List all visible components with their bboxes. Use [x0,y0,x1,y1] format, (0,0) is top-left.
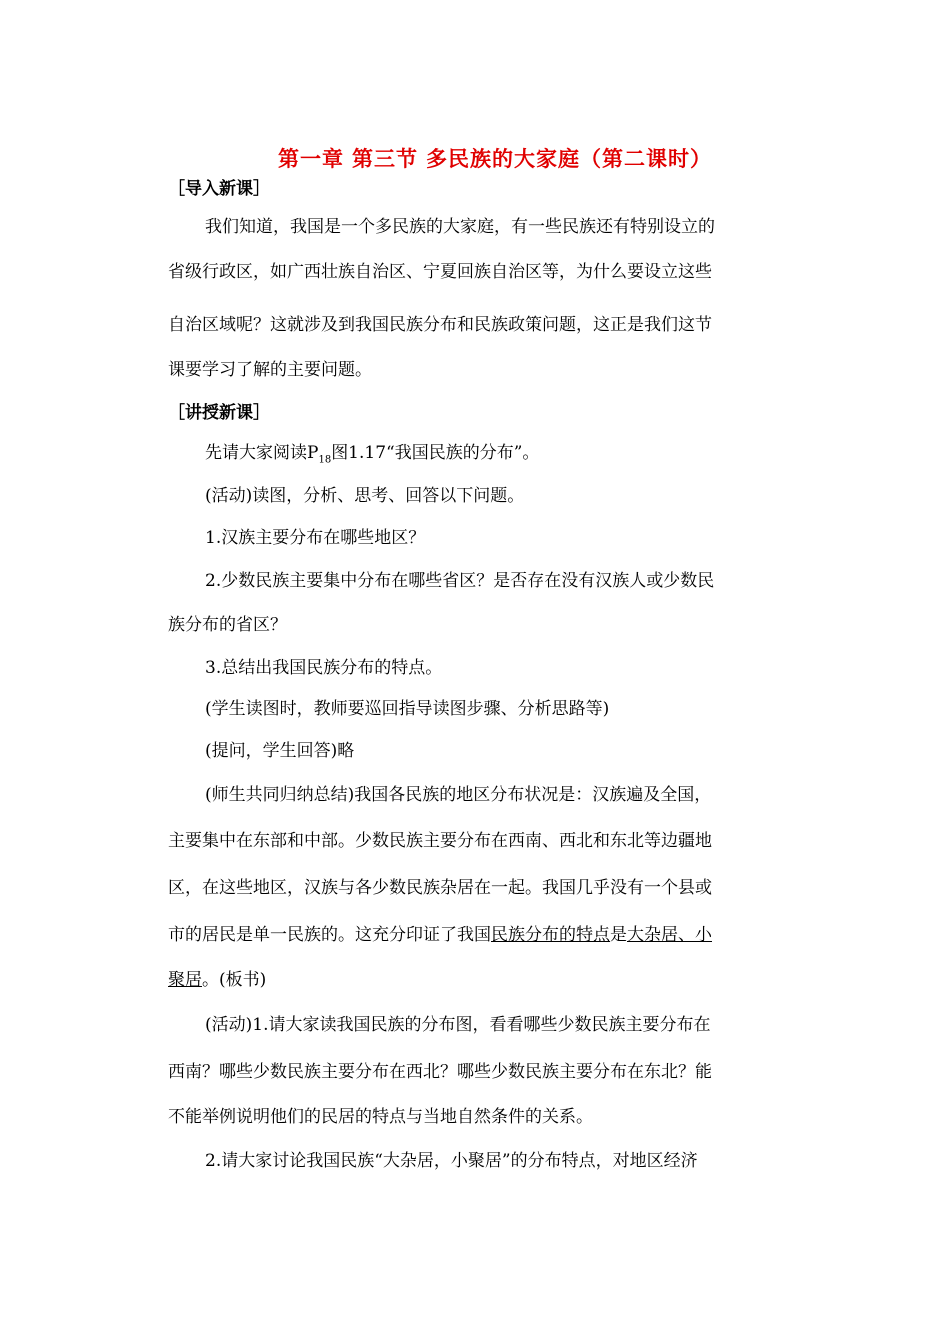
page-title [0,143,950,173]
page-number-sub: 18 [318,454,332,466]
teacher-note-1: (学生读图时，教师要巡回指导读图步骤、分析思路等) [205,699,610,719]
question-3: 3.总结出我国民族分布的特点。 [205,658,443,678]
summary-line-5-b: 。(板书) [202,970,267,990]
activity-2-line-3: 不能举例说明他们的民居的特点与当地自然条件的关系。 [168,1107,593,1127]
read-suffix: 图1.17“我国民族的分布”。 [331,443,540,463]
intro-line-2: 省级行政区，如广西壮族自治区、宁夏回族自治区等，为什么要设立这些 [168,262,712,282]
read-instruction [205,438,539,465]
activity-2-question-2: 2.请大家讨论我国民族“大杂居，小聚居”的分布特点，对地区经济 [205,1151,698,1171]
summary-line-4 [168,920,712,945]
activity-2-line-2: 西南？哪些少数民族主要分布在西北？哪些少数民族主要分布在东北？能 [168,1062,712,1082]
compact-community-underline: 聚居 [168,970,202,990]
question-1: 1.汉族主要分布在哪些地区？ [205,528,426,548]
teacher-note-2: (提问，学生回答)略 [205,741,355,761]
summary-line-5 [168,965,266,990]
distribution-feature-underline: 民族分布的特点 [491,925,610,945]
summary-line-3: 区，在这些地区，汉族与各少数民族杂居在一起。我国几乎没有一个县或 [168,878,712,898]
activity-2-line-1: (活动)1.请大家读我国民族的分布图，看看哪些少数民族主要分布在 [205,1015,711,1035]
summary-line-4-a: 市的居民是单一民族的。这充分印证了我国 [168,925,491,945]
title-topic: 多民族的大家庭（第二课时） [426,147,712,171]
question-2-line-2: 族分布的省区？ [168,615,287,635]
activity-1: (活动)读图，分析、思考、回答以下问题。 [205,486,525,506]
summary-line-1: (师生共同归纳总结)我国各民族的地区分布状况是：汉族遍及全国， [205,785,712,805]
intro-line-3: 自治区域呢？这就涉及到我国民族分布和民族政策问题，这正是我们这节 [168,315,712,335]
intro-line-4: 课要学习了解的主要问题。 [168,360,372,380]
summary-line-4-b: 是 [610,925,627,945]
title-section: 第三节 [352,147,418,171]
intro-line-1: 我们知道，我国是一个多民族的大家庭，有一些民族还有特别设立的 [205,217,715,237]
teach-heading: ［讲授新课］ [168,403,270,423]
question-2-line-1: 2.少数民族主要集中分布在哪些省区？是否存在没有汉族人或少数民 [205,571,715,591]
read-prefix: 先请大家阅读P [205,443,319,463]
mixed-living-underline: 大杂居、小 [627,925,712,945]
summary-line-2: 主要集中在东部和中部。少数民族主要分布在西南、西北和东北等边疆地 [168,831,712,851]
title-chapter: 第一章 [278,147,344,171]
intro-heading: ［导入新课］ [168,179,270,199]
